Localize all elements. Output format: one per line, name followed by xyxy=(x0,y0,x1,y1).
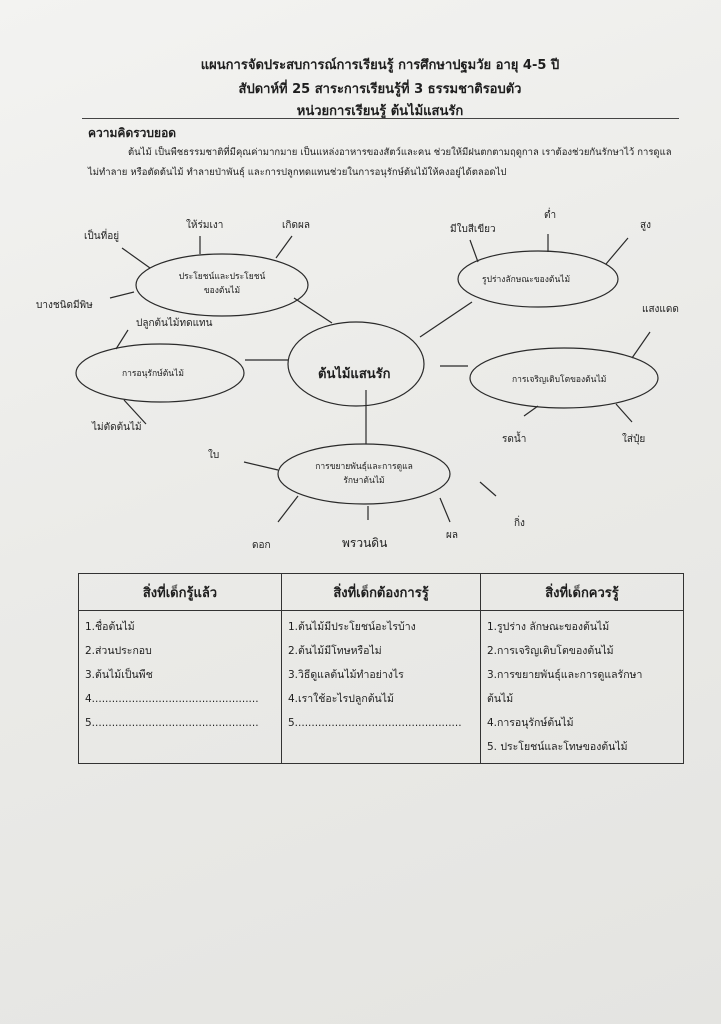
list-item: ต้นไม้ xyxy=(487,693,514,705)
branch-green-leaf: มีใบสีเขียว xyxy=(450,224,496,235)
branch-sunlight: แสงแดด xyxy=(642,304,679,315)
list-item: 4.การอนุรักษ์ต้นไม้ xyxy=(487,717,574,729)
branch-fruit: เกิดผล xyxy=(282,220,310,231)
branch-replant: ปลูกต้นไม้ทดแทน xyxy=(136,318,213,329)
header-want-to-know: สิ่งที่เด็กต้องการรู้ xyxy=(282,574,481,611)
col-already-know xyxy=(79,611,282,764)
branch-leaf: ใบ xyxy=(208,450,220,461)
branch-seed: ผล xyxy=(446,530,458,541)
branch-low: ต่ำ xyxy=(544,210,557,221)
branch-poison: บางชนิดมีพิษ xyxy=(36,300,93,311)
conserve-node-label: การอนุรักษ์ต้นไม้ xyxy=(122,369,184,379)
col-want-to-know xyxy=(282,611,481,764)
list-item: 5.................................................. xyxy=(288,717,462,729)
branch-home: เป็นที่อยู่ xyxy=(84,231,120,242)
list-item: 2.ส่วนประกอบ xyxy=(85,645,152,657)
benefits-node-label xyxy=(160,270,284,298)
benefits-line1: ประโยชน์และประโยชน์ xyxy=(178,272,266,282)
list-item: 3.ต้นไม้เป็นพืช xyxy=(85,669,153,681)
branch-fertilizer: ใส่ปุ๋ย xyxy=(622,434,646,445)
propagation-node-label xyxy=(300,460,428,488)
shape-node-label: รูปร่างลักษณะของต้นไม้ xyxy=(482,275,571,285)
propagation-line2: รักษาต้นไม้ xyxy=(343,476,385,486)
benefits-line2: ของต้นไม้ xyxy=(203,286,241,296)
branch-no-cutting: ไม่ตัดต้นไม้ xyxy=(92,422,142,433)
list-item: 3.วิธีดูแลต้นไม้ทำอย่างไร xyxy=(288,669,404,681)
week-subtitle: สัปดาห์ที่ 25 สาระการเรียนรู้ที่ 3 ธรรมชาติรอบตัว xyxy=(238,82,522,97)
propagation-line1: การขยายพันธุ์และการดูแล xyxy=(315,462,413,472)
concept-paragraph: ต้นไม้ เป็นพืชธรรมชาติที่มีคุณค่ามากมาย เป็นแหล่งอาหารของสัตว์และคน ช่วยให้มีฝนตกตามฤดูกาล เราต้องช่วยกันรักษาไว้ การดูแลไม่ทำลาย หรือตัดต้นไม้ ทำลายป่าพันธุ์ และการปลูกทดแทนช่วยในการอนุรักษ์ต้นไม้ให้คงอยู่ได้ตลอดไป xyxy=(88,147,672,178)
knowledge-table xyxy=(78,573,684,764)
growth-node-label: การเจริญเติบโตของต้นไม้ xyxy=(512,375,607,385)
col-should-know xyxy=(481,611,684,764)
unit-title: หน่วยการเรียนรู้ ต้นไม้แสนรัก xyxy=(296,104,464,119)
header-divider xyxy=(82,118,679,119)
list-item: 5.................................................. xyxy=(85,717,259,729)
header-should-know: สิ่งที่เด็กควรรู้ xyxy=(481,574,684,611)
list-item: 4.................................................. xyxy=(85,693,259,705)
branch-flower: ดอก xyxy=(252,540,271,551)
branch-shade: ให้ร่มเงา xyxy=(186,220,224,231)
list-item: 2.ต้นไม้มีโทษหรือไม่ xyxy=(288,645,382,657)
branch-tall: สูง xyxy=(640,220,651,231)
concept-heading: ความคิดรวบยอด xyxy=(88,126,177,140)
header-already-know: สิ่งที่เด็กรู้แล้ว xyxy=(79,574,282,611)
list-item: 3.การขยายพันธุ์และการดูแลรักษา xyxy=(487,669,643,681)
center-node-label: ต้นไม้แสนรัก xyxy=(318,367,391,382)
list-item: 5. ประโยชน์และโทษของต้นไม้ xyxy=(487,741,628,753)
list-item: 1.ชื่อต้นไม้ xyxy=(85,621,135,633)
branch-watering: รดน้ำ xyxy=(502,434,527,445)
list-item: 1.ต้นไม้มีประโยชน์อะไรบ้าง xyxy=(288,621,416,633)
branch-tilling: พรวนดิน xyxy=(342,536,388,550)
plan-title: แผนการจัดประสบการณ์การเรียนรู้ การศึกษาปฐมวัย อายุ 4-5 ปี xyxy=(200,58,560,73)
list-item: 2.การเจริญเติบโตของต้นไม้ xyxy=(487,645,614,657)
list-item: 4.เราใช้อะไรปลูกต้นไม้ xyxy=(288,693,394,705)
list-item: 1.รูปร่าง ลักษณะของต้นไม้ xyxy=(487,621,610,633)
branch-cutting: กิ่ง xyxy=(514,518,525,529)
